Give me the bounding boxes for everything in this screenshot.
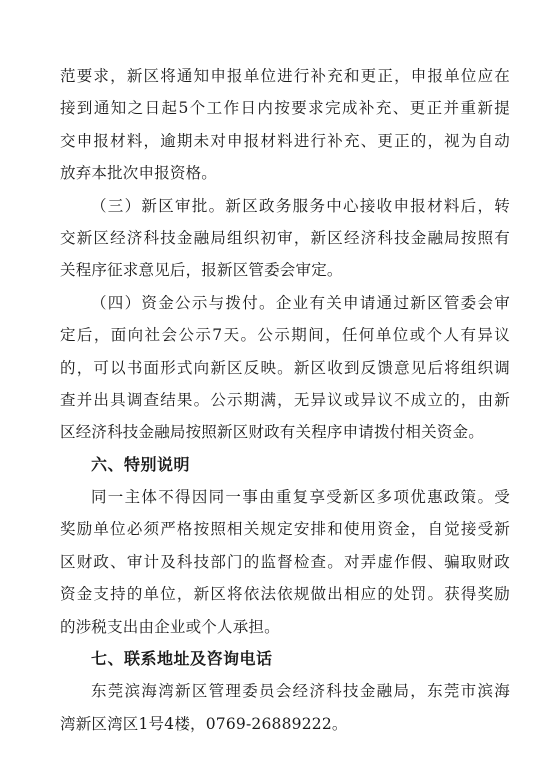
text-line: 查并出具调查结果。公示期满，无异议或异议不成立的，由新 [60, 390, 510, 409]
text-line: 交申报材料，逾期未对申报材料进行补充、更正的，视为自动 [60, 131, 510, 150]
text-line: 关程序征求意见后，报新区管委会审定。 [60, 261, 343, 280]
text-line: 的，可以书面形式向新区反映。新区收到反馈意见后将组织调 [60, 358, 510, 377]
text-line: 同一主体不得因同一事由重复享受新区多项优惠政策。受 [91, 488, 510, 507]
text-line: 定后，面向社会公示7天。公示期间，任何单位或个人有异议 [60, 326, 510, 345]
paragraph-contact-address [60, 675, 510, 740]
text-line: 放弃本批次申报资格。 [60, 164, 218, 183]
paragraph-fund-publicity [60, 287, 510, 449]
text-line: 资金支持的单位，新区将依法依规做出相应的处罚。获得奖励 [60, 585, 510, 604]
text-line: 的涉税支出由企业或个人承担。 [60, 617, 280, 636]
text-line: 东莞滨海湾新区管理委员会经济科技金融局，东莞市滨海 [91, 682, 510, 701]
text-line: （三）新区审批。新区政务服务中心接收申报材料后，转 [91, 196, 510, 215]
text-line: 奖励单位必须严格按照相关规定安排和使用资金，自觉接受新 [60, 520, 510, 539]
text-line: 范要求，新区将通知申报单位进行补充和更正，申报单位应在 [60, 67, 510, 85]
paragraph-district-approval [60, 190, 510, 287]
text-line: 接到通知之日起5个工作日内按要求完成补充、更正并重新提 [60, 99, 510, 118]
section-heading-contact: 七、联系地址及咨询电话 [91, 649, 273, 669]
text-line: 区财政、审计及科技部门的监督检查。对弄虚作假、骗取财政 [60, 552, 510, 571]
paragraph-application-correction [60, 60, 510, 190]
text-line: （四）资金公示与拨付。企业有关申请通过新区管委会审 [91, 293, 510, 312]
text-line: 区经济科技金融局按照新区财政有关程序申请拨付相关资金。 [60, 423, 484, 442]
paragraph-special-notes [60, 481, 510, 643]
text-line: 湾新区湾区1号4楼，0769-26889222。 [60, 714, 348, 733]
text-line: 交新区经济科技金融局组织初审，新区经济科技金融局按照有 [60, 228, 510, 247]
section-heading-special-notes: 六、特别说明 [91, 454, 191, 474]
